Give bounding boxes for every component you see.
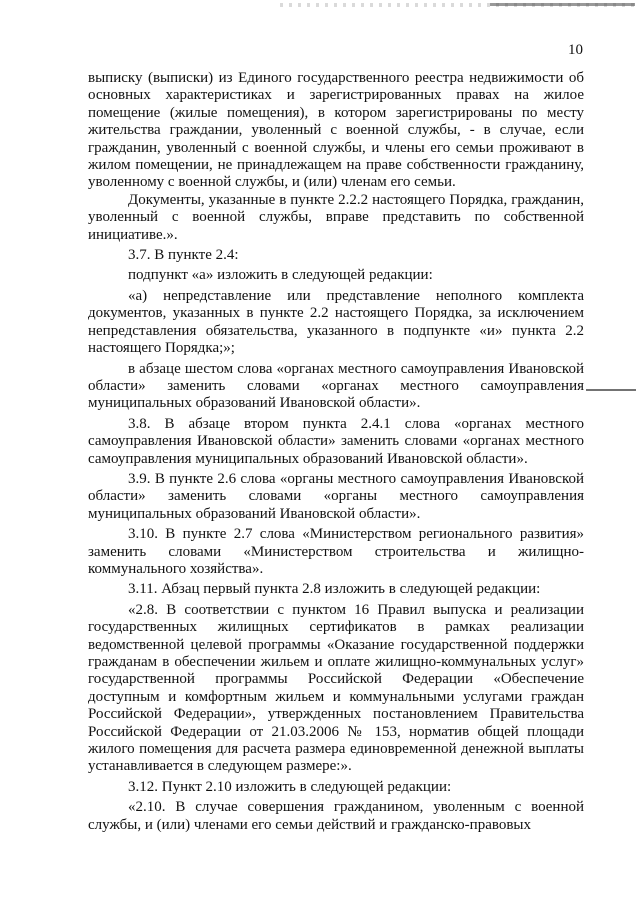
paragraph-9: 3.11. Абзац первый пункта 2.8 изложить в следующей редакции:	[128, 581, 541, 598]
paragraph-3: подпункт «а» изложить в следующей редакции:	[128, 267, 433, 284]
paragraph-4: «а) непредставление или представление неполного комплекта документов, указанных в пункте 2.2 настоящего Порядка, за исключением непредставления обязательства, указанного в подпункте «и» пункта 2.2 настоящего Порядка;»;	[88, 287, 584, 357]
scan-artifact-line	[586, 389, 636, 391]
paragraph-6: 3.8. В абзаце втором пункта 2.4.1 слова «органах местного самоуправления Ивановской области» заменить словами «органах местного самоуправления муниципальных образований Ивановской области».	[88, 415, 584, 467]
paragraph-8: 3.10. В пункте 2.7 слова «Министерством регионального развития» заменить словами «Министерством строительства и жилищно-коммунального хозяйства».	[88, 526, 584, 577]
paragraph-1: Документы, указанные в пункте 2.2.2 настоящего Порядка, гражданин, уволенный с военной службы, вправе представить по собственной инициативе.».	[88, 191, 584, 243]
paragraph-0: выписку (выписки) из Единого государственного реестра недвижимости об основных характеристиках и зарегистрированных правах на жилое помещение (жилые помещения), в котором зарегистрированы по месту жительства граждании, уволенный с военной службы, - в случае, если гражданин, уволенный с военной службы, и члены его семьи проживают в жилом помещении, не принадлежащем на праве собственности гражданину, уволенному с военной службы, и (или) членам его семьи.	[88, 70, 584, 191]
paragraph-11: 3.12. Пункт 2.10 изложить в следующей редакции:	[128, 778, 452, 795]
paragraph-12: «2.10. В случае совершения гражданином, уволенным с военной службы, и (или) членами его семьи действий и гражданско-правовых	[88, 799, 584, 833]
paragraph-5: в абзаце шестом слова «органах местного самоуправления Ивановской области» заменить словами «органах местного самоуправления муниципальных образований Ивановской области».	[88, 360, 584, 412]
paragraph-10: «2.8. В соответствии с пунктом 16 Правил выпуска и реализации государственных жилищных сертификатов в рамках реализации ведомственной целевой программы «Оказание государственной поддержки гражданам в обеспечении жильем и оплате жилищно-коммунальных услуг» государственной программы Российской Федерации «Обеспечение доступным и комфортным жильем и коммунальными услугами граждан Российской Федерации», утвержденных постановлением Правительства Российской Федерации от 21.03.2006 № 153, норматив общей площади жилого помещения для расчета размера единовременной денежной выплаты устанавливается в следующем размере:».	[88, 601, 584, 775]
paragraph-2: 3.7. В пункте 2.4:	[128, 247, 239, 264]
paragraph-7: 3.9. В пункте 2.6 слова «органы местного самоуправления Ивановской области» заменить словами «органы местного самоуправления муниципальных образований Ивановской области».	[88, 470, 584, 522]
scan-artifact-top-dark	[490, 3, 635, 6]
document-body	[88, 70, 584, 834]
page-number: 10	[568, 42, 583, 58]
